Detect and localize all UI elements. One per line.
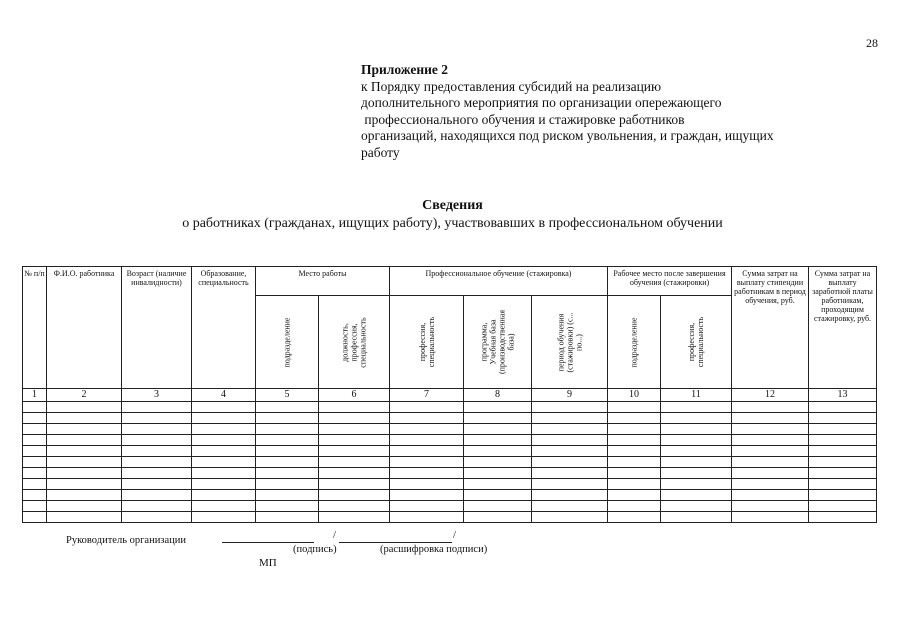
table-row [23, 446, 877, 457]
table-cell[interactable] [608, 446, 661, 457]
table-cell[interactable] [390, 468, 464, 479]
table-row [23, 402, 877, 413]
table-cell[interactable] [319, 479, 390, 490]
table-cell[interactable] [256, 490, 319, 501]
column-number: 10 [608, 389, 661, 402]
header-age: Возраст (наличие инвалидности) [122, 267, 192, 389]
table-cell[interactable] [192, 479, 256, 490]
table-cell[interactable] [256, 435, 319, 446]
table-cell[interactable] [464, 457, 532, 468]
subheader-after-division [608, 296, 661, 389]
table-cell[interactable] [319, 402, 390, 413]
table-cell[interactable] [122, 413, 192, 424]
table-cell[interactable] [608, 457, 661, 468]
table-cell[interactable] [122, 490, 192, 501]
table-cell[interactable] [732, 512, 809, 523]
table-cell[interactable] [464, 402, 532, 413]
table-cell[interactable] [390, 512, 464, 523]
table-cell[interactable] [809, 413, 877, 424]
table-cell[interactable] [256, 413, 319, 424]
column-number: 8 [464, 389, 532, 402]
table-cell[interactable] [47, 512, 122, 523]
table-cell[interactable] [23, 512, 47, 523]
column-number: 3 [122, 389, 192, 402]
column-number: 4 [192, 389, 256, 402]
document-heading: Сведения [422, 198, 483, 213]
table-cell[interactable] [319, 512, 390, 523]
table-cell[interactable] [661, 468, 732, 479]
table-cell[interactable] [390, 457, 464, 468]
column-number: 1 [23, 389, 47, 402]
subheader-label: профессия, специальность [687, 316, 705, 368]
header-after-workplace: Рабочее место после завершения обучения (стажировки) [608, 267, 732, 296]
table-cell[interactable] [532, 446, 608, 457]
table-row [23, 490, 877, 501]
table-cell[interactable] [464, 479, 532, 490]
subheader-label: подразделение [282, 317, 292, 367]
table-cell[interactable] [809, 468, 877, 479]
table-row [23, 424, 877, 435]
table-cell[interactable] [122, 479, 192, 490]
workers-table [22, 266, 877, 523]
table-cell[interactable] [532, 413, 608, 424]
table-cell[interactable] [809, 501, 877, 512]
table-cell[interactable] [809, 424, 877, 435]
header-salary-sum: Сумма затрат на выплату заработной платы работникам, проходящим стажировку, руб. [809, 267, 877, 389]
column-number: 12 [732, 389, 809, 402]
table-cell[interactable] [464, 424, 532, 435]
table-cell[interactable] [532, 457, 608, 468]
subheader-after-profession [661, 296, 732, 389]
table-cell[interactable] [192, 413, 256, 424]
signature-decode-line[interactable] [339, 531, 452, 543]
table-cell[interactable] [23, 479, 47, 490]
table-cell[interactable] [661, 479, 732, 490]
table-cell[interactable] [319, 446, 390, 457]
table-cell[interactable] [122, 446, 192, 457]
table-cell[interactable] [732, 413, 809, 424]
table-cell[interactable] [23, 490, 47, 501]
table-cell[interactable] [608, 512, 661, 523]
signature-slash-left: / [333, 530, 336, 541]
sign-caption: (подпись) [293, 544, 337, 555]
column-number-row [23, 389, 877, 402]
table-row [23, 413, 877, 424]
table-cell[interactable] [661, 512, 732, 523]
page-number: 28 [866, 36, 878, 50]
table-cell[interactable] [464, 446, 532, 457]
table-cell[interactable] [122, 501, 192, 512]
column-number: 13 [809, 389, 877, 402]
table-cell[interactable] [532, 512, 608, 523]
subheader-label: программа, Учебная база (производственная база) [479, 309, 516, 375]
table-cell[interactable] [809, 402, 877, 413]
table-cell[interactable] [47, 446, 122, 457]
signature-label: Руководитель организации [66, 535, 186, 546]
table-cell[interactable] [319, 457, 390, 468]
table-cell[interactable] [122, 468, 192, 479]
table-cell[interactable] [532, 490, 608, 501]
table-cell[interactable] [192, 512, 256, 523]
column-number: 7 [390, 389, 464, 402]
subheader-label: профессия, специальность [417, 316, 436, 368]
table-cell[interactable] [23, 501, 47, 512]
table-cell[interactable] [192, 424, 256, 435]
table-cell[interactable] [661, 413, 732, 424]
table-cell[interactable] [732, 402, 809, 413]
table-cell[interactable] [47, 457, 122, 468]
table-cell[interactable] [809, 512, 877, 523]
table-cell[interactable] [122, 435, 192, 446]
table-cell[interactable] [192, 501, 256, 512]
table-cell[interactable] [809, 479, 877, 490]
table-cell[interactable] [256, 479, 319, 490]
table-cell[interactable] [47, 402, 122, 413]
header-workplace: Место работы [256, 267, 390, 296]
table-cell[interactable] [122, 424, 192, 435]
table-cell[interactable] [256, 468, 319, 479]
subheader-label: подразделение [629, 317, 639, 367]
table-cell[interactable] [390, 402, 464, 413]
subheader-label: период обучения (стажировки) (с... по...) [556, 312, 583, 372]
column-number: 5 [256, 389, 319, 402]
table-cell[interactable] [464, 435, 532, 446]
appendix-block [361, 62, 774, 162]
table-cell[interactable] [192, 435, 256, 446]
decode-caption: (расшифровка подписи) [380, 544, 488, 555]
column-number: 2 [47, 389, 122, 402]
table-cell[interactable] [256, 446, 319, 457]
table-cell[interactable] [23, 435, 47, 446]
table-cell[interactable] [732, 479, 809, 490]
column-number: 9 [532, 389, 608, 402]
table-cell[interactable] [122, 457, 192, 468]
header-stipend-sum: Сумма затрат на выплату стипендии работникам в период обучения, руб. [732, 267, 809, 389]
subheader-label: должность, профессия, специальность [340, 316, 368, 368]
header-num: № п/п [23, 267, 47, 389]
table-cell[interactable] [532, 501, 608, 512]
table-cell[interactable] [732, 435, 809, 446]
table-cell[interactable] [608, 413, 661, 424]
document-subheading: о работниках (гражданах, ищущих работу), участвовавших в профессиональном обучении [182, 216, 723, 231]
table-cell[interactable] [532, 402, 608, 413]
table-cell[interactable] [809, 435, 877, 446]
table-cell[interactable] [732, 501, 809, 512]
table-cell[interactable] [464, 512, 532, 523]
appendix-line: организаций, находящихся под риском увольнения, и граждан, ищущих [361, 128, 774, 144]
table-row [23, 512, 877, 523]
table-cell[interactable] [390, 424, 464, 435]
table-cell[interactable] [608, 501, 661, 512]
table-cell[interactable] [464, 413, 532, 424]
table-cell[interactable] [732, 446, 809, 457]
appendix-line: профессионального обучения и стажировке работников [361, 111, 685, 127]
header-fio: Ф.И.О. работника [47, 267, 122, 389]
table-cell[interactable] [532, 424, 608, 435]
table-cell[interactable] [47, 490, 122, 501]
table-cell[interactable] [23, 413, 47, 424]
header-education: Образование, специальность [192, 267, 256, 389]
table-cell[interactable] [661, 457, 732, 468]
table-cell[interactable] [390, 490, 464, 501]
table-cell[interactable] [661, 446, 732, 457]
table-cell[interactable] [464, 490, 532, 501]
table-cell[interactable] [192, 446, 256, 457]
table-row [23, 501, 877, 512]
table-cell[interactable] [192, 468, 256, 479]
subheader-tr-program [464, 296, 532, 389]
table-cell[interactable] [732, 457, 809, 468]
table-cell[interactable] [319, 435, 390, 446]
table-cell[interactable] [464, 468, 532, 479]
table-cell[interactable] [390, 413, 464, 424]
table-cell[interactable] [47, 435, 122, 446]
table-cell[interactable] [192, 490, 256, 501]
table-cell[interactable] [23, 424, 47, 435]
table-cell[interactable] [809, 446, 877, 457]
table-cell[interactable] [608, 424, 661, 435]
table-cell[interactable] [608, 435, 661, 446]
table-cell[interactable] [256, 512, 319, 523]
table-cell[interactable] [47, 468, 122, 479]
table-cell[interactable] [390, 446, 464, 457]
table-cell[interactable] [319, 413, 390, 424]
table-cell[interactable] [732, 490, 809, 501]
table-cell[interactable] [122, 512, 192, 523]
table-cell[interactable] [532, 468, 608, 479]
table-cell[interactable] [23, 446, 47, 457]
table-cell[interactable] [809, 490, 877, 501]
table-cell[interactable] [532, 479, 608, 490]
column-number: 11 [661, 389, 732, 402]
appendix-line: работу [361, 144, 400, 160]
table-row [23, 435, 877, 446]
table-cell[interactable] [256, 424, 319, 435]
table-cell[interactable] [608, 402, 661, 413]
stamp-place: МП [259, 557, 277, 569]
table-cell[interactable] [390, 435, 464, 446]
appendix-line: дополнительного мероприятия по организации опережающего [361, 95, 722, 111]
table-cell[interactable] [47, 424, 122, 435]
column-number: 6 [319, 389, 390, 402]
table-cell[interactable] [661, 490, 732, 501]
table-cell[interactable] [47, 501, 122, 512]
table-cell[interactable] [319, 490, 390, 501]
table-cell[interactable] [192, 457, 256, 468]
table-cell[interactable] [532, 435, 608, 446]
table-row [23, 457, 877, 468]
table-cell[interactable] [732, 468, 809, 479]
table-cell[interactable] [608, 479, 661, 490]
table-cell[interactable] [256, 457, 319, 468]
table-cell[interactable] [23, 468, 47, 479]
table-row [23, 468, 877, 479]
appendix-line: к Порядку предоставления субсидий на реализацию [361, 78, 662, 94]
table-cell[interactable] [464, 501, 532, 512]
table-cell[interactable] [608, 490, 661, 501]
table-cell[interactable] [661, 435, 732, 446]
table-cell[interactable] [809, 457, 877, 468]
table-cell[interactable] [256, 501, 319, 512]
subheader-tr-profession [390, 296, 464, 389]
table-cell[interactable] [319, 468, 390, 479]
signature-slash-right: / [453, 530, 456, 541]
table-cell[interactable] [256, 402, 319, 413]
table-cell[interactable] [47, 413, 122, 424]
table-row [23, 479, 877, 490]
table-cell[interactable] [192, 402, 256, 413]
table-cell[interactable] [661, 402, 732, 413]
table-cell[interactable] [390, 501, 464, 512]
table-cell[interactable] [608, 468, 661, 479]
subheader-wp-division [256, 296, 319, 389]
subheader-wp-position [319, 296, 390, 389]
table-cell[interactable] [732, 424, 809, 435]
table-body [23, 402, 877, 523]
table-cell[interactable] [122, 402, 192, 413]
table-cell[interactable] [319, 501, 390, 512]
appendix-title: Приложение 2 [361, 62, 449, 77]
header-row [23, 267, 877, 296]
table-cell[interactable] [23, 457, 47, 468]
table-cell[interactable] [661, 424, 732, 435]
table-cell[interactable] [390, 479, 464, 490]
table-cell[interactable] [23, 402, 47, 413]
header-training: Профессиональное обучение (стажировка) [390, 267, 608, 296]
table-cell[interactable] [319, 424, 390, 435]
signature-line[interactable] [222, 531, 314, 543]
table-cell[interactable] [661, 501, 732, 512]
table-cell[interactable] [47, 479, 122, 490]
subheader-tr-period [532, 296, 608, 389]
